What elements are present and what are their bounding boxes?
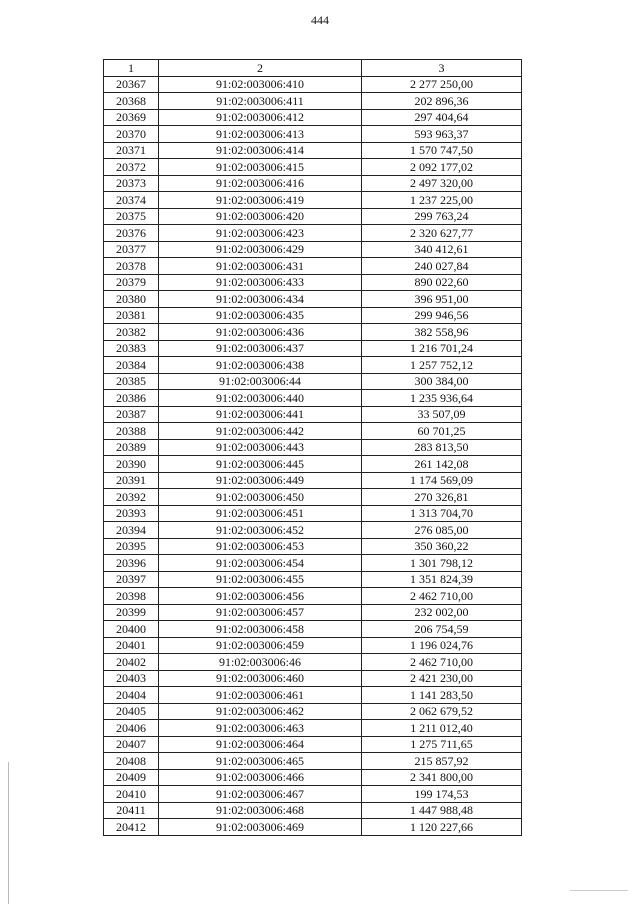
table-row [104,258,522,275]
table-row [104,390,522,407]
row-number-cell: 20381 [104,307,159,324]
value-cell: 283 813,50 [362,439,522,456]
value-cell: 340 412,61 [362,241,522,258]
value-cell: 270 326,81 [362,489,522,506]
value-cell: 593 963,37 [362,126,522,143]
cadastral-number-cell: 91:02:003006:435 [159,307,362,324]
value-cell: 1 174 569,09 [362,472,522,489]
row-number-cell: 20386 [104,390,159,407]
value-cell: 1 257 752,12 [362,357,522,374]
row-number-cell: 20408 [104,753,159,770]
row-number-cell: 20393 [104,505,159,522]
cadastral-number-cell: 91:02:003006:436 [159,324,362,341]
row-number-cell: 20371 [104,142,159,159]
value-cell: 276 085,00 [362,522,522,539]
row-number-cell: 20372 [104,159,159,176]
table-row [104,241,522,258]
cadastral-number-cell: 91:02:003006:467 [159,786,362,803]
row-number-cell: 20376 [104,225,159,242]
table-row [104,522,522,539]
table-row [104,324,522,341]
table-body [104,76,522,835]
value-cell: 206 754,59 [362,621,522,638]
cadastral-number-cell: 91:02:003006:419 [159,192,362,209]
row-number-cell: 20406 [104,720,159,737]
value-cell: 382 558,96 [362,324,522,341]
table-row [104,76,522,93]
cadastral-number-cell: 91:02:003006:415 [159,159,362,176]
table-row [104,604,522,621]
value-cell: 1 141 283,50 [362,687,522,704]
cadastral-number-cell: 91:02:003006:452 [159,522,362,539]
column-header-1: 1 [104,60,159,77]
value-cell: 299 946,56 [362,307,522,324]
header-row [104,60,522,77]
table-row [104,571,522,588]
row-number-cell: 20400 [104,621,159,638]
table-row [104,654,522,671]
cadastral-number-cell: 91:02:003006:44 [159,373,362,390]
table-row [104,159,522,176]
cadastral-number-cell: 91:02:003006:459 [159,637,362,654]
row-number-cell: 20374 [104,192,159,209]
cadastral-number-cell: 91:02:003006:468 [159,802,362,819]
value-cell: 199 174,53 [362,786,522,803]
row-number-cell: 20409 [104,769,159,786]
table-row [104,93,522,110]
row-number-cell: 20395 [104,538,159,555]
row-number-cell: 20375 [104,208,159,225]
cadastral-number-cell: 91:02:003006:463 [159,720,362,737]
table-row [104,819,522,836]
cadastral-value-table [103,59,522,836]
table-row [104,769,522,786]
table-row [104,291,522,308]
row-number-cell: 20373 [104,175,159,192]
table-row [104,456,522,473]
value-cell: 2 497 320,00 [362,175,522,192]
cadastral-number-cell: 91:02:003006:440 [159,390,362,407]
cadastral-number-cell: 91:02:003006:445 [159,456,362,473]
table-row [104,687,522,704]
row-number-cell: 20392 [104,489,159,506]
value-cell: 60 701,25 [362,423,522,440]
row-number-cell: 20397 [104,571,159,588]
cadastral-number-cell: 91:02:003006:443 [159,439,362,456]
row-number-cell: 20405 [104,703,159,720]
row-number-cell: 20411 [104,802,159,819]
row-number-cell: 20403 [104,670,159,687]
table-row [104,109,522,126]
value-cell: 2 062 679,52 [362,703,522,720]
cadastral-number-cell: 91:02:003006:416 [159,175,362,192]
cadastral-number-cell: 91:02:003006:469 [159,819,362,836]
cadastral-number-cell: 91:02:003006:410 [159,76,362,93]
cadastral-number-cell: 91:02:003006:431 [159,258,362,275]
value-cell: 1 275 711,65 [362,736,522,753]
cadastral-number-cell: 91:02:003006:462 [159,703,362,720]
table-row [104,340,522,357]
row-number-cell: 20379 [104,274,159,291]
column-header-3: 3 [362,60,522,77]
table-header [104,60,522,77]
cadastral-number-cell: 91:02:003006:466 [159,769,362,786]
table-row [104,373,522,390]
cadastral-number-cell: 91:02:003006:456 [159,588,362,605]
value-cell: 300 384,00 [362,373,522,390]
cadastral-number-cell: 91:02:003006:434 [159,291,362,308]
value-cell: 299 763,24 [362,208,522,225]
table-row [104,753,522,770]
row-number-cell: 20382 [104,324,159,341]
value-cell: 1 211 012,40 [362,720,522,737]
value-cell: 1 351 824,39 [362,571,522,588]
value-cell: 215 857,92 [362,753,522,770]
scan-edge-line [8,762,9,904]
cadastral-number-cell: 91:02:003006:441 [159,406,362,423]
value-cell: 232 002,00 [362,604,522,621]
cadastral-number-cell: 91:02:003006:413 [159,126,362,143]
row-number-cell: 20410 [104,786,159,803]
cadastral-number-cell: 91:02:003006:464 [159,736,362,753]
row-number-cell: 20398 [104,588,159,605]
row-number-cell: 20383 [104,340,159,357]
row-number-cell: 20402 [104,654,159,671]
cadastral-number-cell: 91:02:003006:46 [159,654,362,671]
value-cell: 1 301 798,12 [362,555,522,572]
cadastral-number-cell: 91:02:003006:460 [159,670,362,687]
row-number-cell: 20390 [104,456,159,473]
value-cell: 2 341 800,00 [362,769,522,786]
cadastral-number-cell: 91:02:003006:411 [159,93,362,110]
row-number-cell: 20391 [104,472,159,489]
scan-edge-line [570,890,628,891]
value-cell: 1 196 024,76 [362,637,522,654]
cadastral-number-cell: 91:02:003006:455 [159,571,362,588]
row-number-cell: 20388 [104,423,159,440]
table-row [104,670,522,687]
table-row [104,786,522,803]
row-number-cell: 20370 [104,126,159,143]
value-cell: 890 022,60 [362,274,522,291]
table-row [104,142,522,159]
table-row [104,621,522,638]
value-cell: 396 951,00 [362,291,522,308]
value-cell: 2 462 710,00 [362,654,522,671]
row-number-cell: 20369 [104,109,159,126]
table-row [104,225,522,242]
table-row [104,126,522,143]
table-row [104,406,522,423]
cadastral-number-cell: 91:02:003006:438 [159,357,362,374]
table-row [104,307,522,324]
page-number: 444 [311,13,329,27]
table-row [104,588,522,605]
row-number-cell: 20378 [104,258,159,275]
row-number-cell: 20412 [104,819,159,836]
table-row [104,423,522,440]
cadastral-number-cell: 91:02:003006:465 [159,753,362,770]
value-cell: 1 570 747,50 [362,142,522,159]
row-number-cell: 20377 [104,241,159,258]
row-number-cell: 20384 [104,357,159,374]
value-cell: 2 421 230,00 [362,670,522,687]
cadastral-number-cell: 91:02:003006:454 [159,555,362,572]
table-row [104,357,522,374]
row-number-cell: 20404 [104,687,159,704]
row-number-cell: 20407 [104,736,159,753]
value-cell: 261 142,08 [362,456,522,473]
cadastral-number-cell: 91:02:003006:437 [159,340,362,357]
value-cell: 240 027,84 [362,258,522,275]
table-row [104,637,522,654]
row-number-cell: 20387 [104,406,159,423]
cadastral-number-cell: 91:02:003006:423 [159,225,362,242]
row-number-cell: 20401 [104,637,159,654]
cadastral-number-cell: 91:02:003006:457 [159,604,362,621]
table-row [104,736,522,753]
value-cell: 2 462 710,00 [362,588,522,605]
table-row [104,274,522,291]
table-row [104,802,522,819]
table-row [104,175,522,192]
value-cell: 2 277 250,00 [362,76,522,93]
cadastral-number-cell: 91:02:003006:412 [159,109,362,126]
value-cell: 1 120 227,66 [362,819,522,836]
table-row [104,555,522,572]
cadastral-number-cell: 91:02:003006:429 [159,241,362,258]
cadastral-number-cell: 91:02:003006:449 [159,472,362,489]
row-number-cell: 20389 [104,439,159,456]
cadastral-number-cell: 91:02:003006:458 [159,621,362,638]
cadastral-number-cell: 91:02:003006:420 [159,208,362,225]
value-cell: 1 313 704,70 [362,505,522,522]
value-cell: 297 404,64 [362,109,522,126]
table-row [104,208,522,225]
value-cell: 2 092 177,02 [362,159,522,176]
cadastral-number-cell: 91:02:003006:442 [159,423,362,440]
row-number-cell: 20399 [104,604,159,621]
cadastral-number-cell: 91:02:003006:453 [159,538,362,555]
value-cell: 1 447 988,48 [362,802,522,819]
table-row [104,439,522,456]
value-cell: 202 896,36 [362,93,522,110]
row-number-cell: 20368 [104,93,159,110]
value-cell: 1 235 936,64 [362,390,522,407]
cadastral-number-cell: 91:02:003006:451 [159,505,362,522]
row-number-cell: 20385 [104,373,159,390]
table-row [104,720,522,737]
table-row [104,472,522,489]
value-cell: 1 216 701,24 [362,340,522,357]
row-number-cell: 20394 [104,522,159,539]
cadastral-number-cell: 91:02:003006:450 [159,489,362,506]
cadastral-number-cell: 91:02:003006:461 [159,687,362,704]
table-row [104,538,522,555]
value-cell: 2 320 627,77 [362,225,522,242]
row-number-cell: 20367 [104,76,159,93]
table-row [104,703,522,720]
value-cell: 350 360,22 [362,538,522,555]
cadastral-number-cell: 91:02:003006:414 [159,142,362,159]
table-row [104,192,522,209]
table-row [104,489,522,506]
column-header-2: 2 [159,60,362,77]
row-number-cell: 20396 [104,555,159,572]
row-number-cell: 20380 [104,291,159,308]
cadastral-number-cell: 91:02:003006:433 [159,274,362,291]
value-cell: 1 237 225,00 [362,192,522,209]
table-row [104,505,522,522]
value-cell: 33 507,09 [362,406,522,423]
